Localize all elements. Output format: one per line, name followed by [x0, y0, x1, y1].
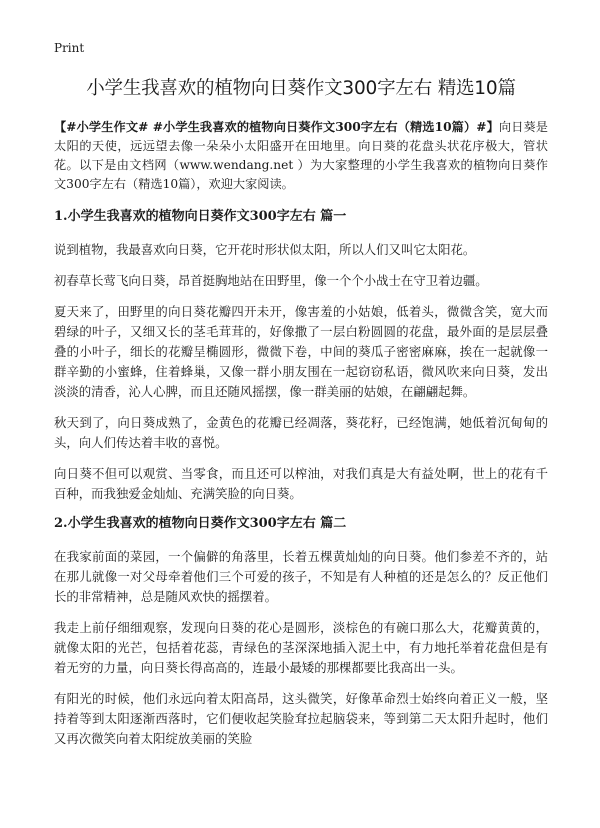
section-paragraph: 向日葵不但可以观赏、当零食，而且还可以榨油，对我们真是大有益处啊，世上的花有千百种，而我独爱金灿灿、充满笑脸的向日葵。	[54, 466, 548, 501]
print-link[interactable]: Print	[54, 41, 85, 55]
section-paragraph: 夏天来了，田野里的向日葵花瓣四开未开，像害羞的小姑娘，低着头，微微含笑，宽大而碧绿的叶子，又细又长的茎毛茸茸的，好像撒了一层白粉圆圆的花盘，最外面的是层层叠叠的小叶子，细长的花瓣呈椭圆形，微微下卷，中间的葵瓜子密密麻麻，挨在一起就像一群辛勤的小蜜蜂，住着蜂巢，又像一群小朋友围在一起窃窃私语，微风吹来向日葵，发出淡淡的清香，沁人心脾，而且还随风摇摆，像一群美丽的姑娘，在翩翩起舞。	[54, 304, 548, 399]
section-paragraph: 我走上前仔细细观察，发现向日葵的花心是圆形，淡棕色的有碗口那么大，花瓣黄黄的，就像太阳的光芒，包括着花蕊，青绿色的茎深深地插入泥土中，有力地托举着花盘但是有着无穷的力量，向日葵长得高高的，连最小最矮的那棵都要比我高出一头。	[54, 620, 548, 675]
section-heading: 2.小学生我喜欢的植物向日葵作文300字左右 篇二	[54, 516, 347, 531]
intro-paragraph	[54, 118, 548, 194]
intro-text: 向日葵是太阳的天使，远远望去像一朵朵小太阳盛开在田地里。向日葵的花盘头状花序极大，管状花。以下是由文档网（www.wendang.net ）为大家整理的小学生我喜欢的植物向日葵作文300字左右（精选10篇），欢迎大家阅读。	[54, 120, 548, 191]
section-paragraph: 在我家前面的菜园，一个偏僻的角落里，长着五棵黄灿灿的向日葵。他们参差不齐的，站在那儿就像一对父母牵着他们三个可爱的孩子，不知是有人种植的还是怎么的？反正他们长的非常精神，总是随风欢快的摇摆着。	[54, 549, 548, 604]
page-title: 小学生我喜欢的植物向日葵作文300字左右 精选10篇	[86, 78, 516, 99]
section-paragraph: 秋天到了，向日葵成熟了，金黄色的花瓣已经凋落，葵花籽，已经饱满，她低着沉甸甸的头，向人们传达着丰收的喜悦。	[54, 415, 548, 450]
intro-tags: 【#小学生作文# #小学生我喜欢的植物向日葵作文300字左右（精选10篇）#】	[54, 120, 499, 134]
section-paragraph: 有阳光的时候，他们永远向着太阳高昂，这头微笑，好像革命烈士始终向着正义一般，坚持着等到太阳逐渐西落时，它们便收起笑脸耷拉起脑袋来，等到第二天太阳升起时，他们又再次微笑向着太阳绽放美丽的笑脸	[54, 691, 548, 746]
section-paragraph: 初春草长莺飞向日葵，昂首挺胸地站在田野里，像一个个小战士在守卫着边疆。	[54, 273, 488, 288]
section-2	[54, 515, 548, 749]
section-paragraph: 说到植物，我最喜欢向日葵，它开花时形状似太阳，所以人们又叫它太阳花。	[54, 242, 476, 257]
section-1	[54, 208, 548, 504]
section-heading: 1.小学生我喜欢的植物向日葵作文300字左右 篇一	[54, 209, 347, 224]
